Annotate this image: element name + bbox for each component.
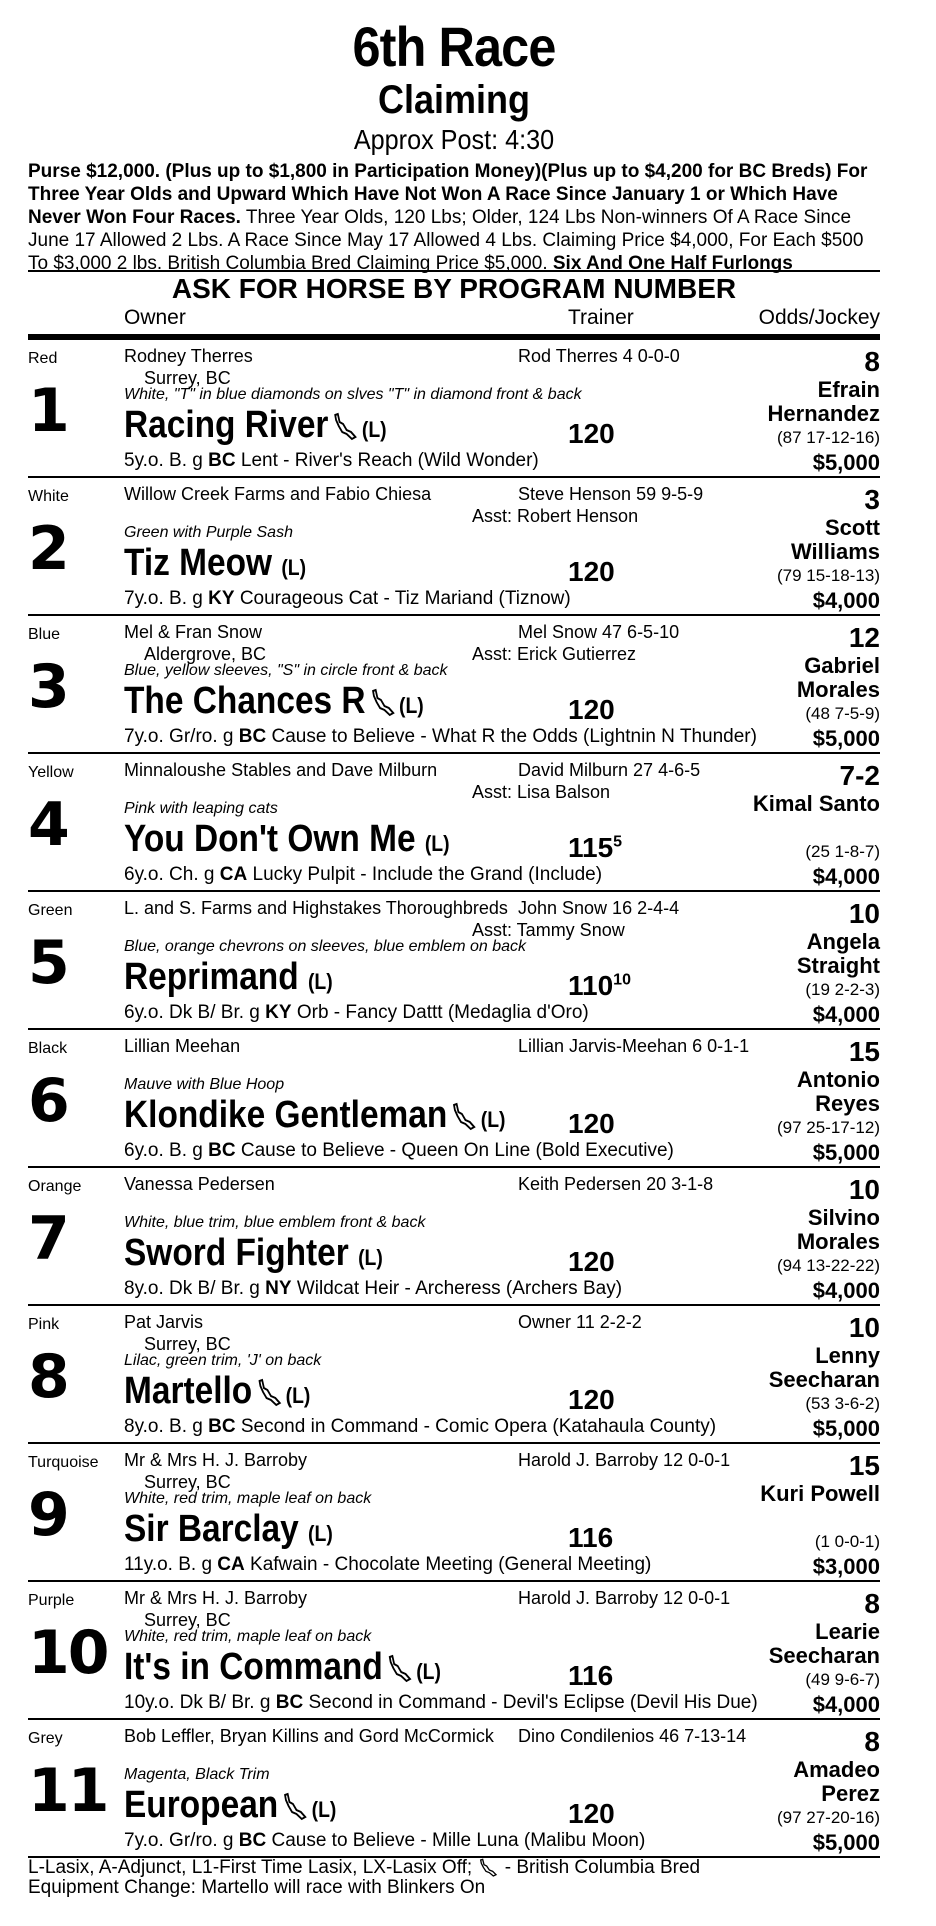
claiming-price: $4,000 <box>812 864 880 889</box>
weight-value: 120 <box>568 418 615 449</box>
jockey-stats: (53 3-6-2) <box>805 1394 880 1413</box>
program-number: 6 <box>28 1066 68 1136</box>
entry-row <box>28 478 880 616</box>
morning-line-odds: 10 <box>848 1174 880 1205</box>
sire-dam: Kafwain - Chocolate Meeting (General Meeting) <box>244 1554 652 1575</box>
bred-state: KY <box>265 1002 292 1023</box>
horse-name-line <box>124 1370 310 1413</box>
claiming-price: $5,000 <box>812 1830 880 1855</box>
sire-dam: Cause to Believe - Queen On Line (Bold Executive) <box>235 1140 674 1161</box>
sire-dam: Second in Command - Devil's Eclipse (Devil His Due) <box>303 1692 758 1713</box>
entry-row <box>28 1720 880 1858</box>
footer <box>28 1858 700 1898</box>
owner-location: Surrey, BC <box>144 1334 231 1354</box>
lasix-indicator: (L) <box>307 969 333 994</box>
owner-name: Lillian Meehan <box>124 1036 241 1056</box>
owner-name: Bob Leffler, Bryan Killins and Gord McCormick <box>124 1726 494 1746</box>
morning-line-odds: 8 <box>864 346 880 377</box>
jockey-name: Amadeo Perez <box>793 1757 880 1806</box>
claiming-price: $5,000 <box>812 450 880 475</box>
weight-value: 120 <box>568 694 615 725</box>
claiming-price: $3,000 <box>812 1554 880 1579</box>
bred-state: BC <box>208 1416 236 1437</box>
weight <box>568 1660 613 1692</box>
jockey-stats: (97 27-20-16) <box>776 1808 880 1827</box>
age-sex: 11y.o. B. g <box>124 1554 218 1575</box>
silks-description: White, red trim, maple leaf on back <box>124 1628 372 1645</box>
owner-name: Mr & Mrs H. J. Barroby <box>124 1450 308 1470</box>
pedigree <box>124 1830 645 1852</box>
sire-dam: Wildcat Heir - Archeress (Archers Bay) <box>291 1278 623 1299</box>
lasix-indicator: (L) <box>285 1383 311 1408</box>
silks-description: Mauve with Blue Hoop <box>124 1076 285 1093</box>
silks-description: Lilac, green trim, 'J' on back <box>124 1352 322 1369</box>
morning-line-odds: 8 <box>864 1726 880 1757</box>
bred-state: BC <box>208 1140 236 1161</box>
assistant-trainer: Asst: Robert Henson <box>472 506 639 526</box>
horse-name-line <box>124 1094 505 1137</box>
jockey-stats: (97 25-17-12) <box>776 1118 880 1137</box>
jockey-name: Learie Seecharan <box>768 1619 880 1668</box>
race-conditions <box>28 160 880 275</box>
assistant-trainer: Asst: Erick Gutierrez <box>472 644 637 664</box>
jockey-name: Gabriel Morales <box>796 653 880 702</box>
horse-name: Tiz Meow <box>124 542 273 584</box>
pedigree <box>124 1416 716 1438</box>
lasix-indicator: (L) <box>399 693 424 718</box>
pedigree <box>124 1002 589 1024</box>
horse-name-line <box>124 818 450 861</box>
claiming-price: $4,000 <box>812 1692 880 1717</box>
jockey-stats: (19 2-2-3) <box>805 980 880 999</box>
horse-name: Sir Barclay <box>124 1508 299 1550</box>
pedigree <box>124 450 539 472</box>
pedigree <box>124 1140 674 1162</box>
saddle-cloth-color: Grey <box>28 1730 63 1747</box>
morning-line-odds: 8 <box>864 1588 880 1619</box>
horse-name: It's in Command <box>124 1646 383 1688</box>
distance-text: Six And One Half Furlongs <box>552 253 793 274</box>
entry-row <box>28 754 880 892</box>
claiming-price: $5,000 <box>812 726 880 751</box>
age-sex: 8y.o. B. g <box>124 1416 209 1437</box>
saddle-cloth-color: Pink <box>28 1316 60 1333</box>
entry-row <box>28 1030 880 1168</box>
lasix-indicator: (L) <box>281 555 307 580</box>
lasix-indicator: (L) <box>416 1659 441 1684</box>
horse-name: European <box>124 1784 279 1826</box>
jockey-stats: (49 9-6-7) <box>805 1670 880 1689</box>
bc-bred-icon <box>369 688 395 718</box>
program-number: 11 <box>28 1756 108 1826</box>
horse-name-line <box>124 1232 383 1275</box>
horse-name-line <box>124 680 424 723</box>
weight <box>568 832 622 864</box>
jockey-name: Efrain Hernandez <box>767 377 880 426</box>
owner-name: Pat Jarvis <box>124 1312 204 1332</box>
trainer: David Milburn 27 4-6-5 <box>518 760 701 780</box>
race-title: 6th Race <box>352 15 556 78</box>
saddle-cloth-color: Red <box>28 350 58 367</box>
trainer: Steve Henson 59 9-5-9 <box>518 484 704 504</box>
weight-value: 116 <box>568 1660 614 1691</box>
owner-name: Minnaloushe Stables and Dave Milburn <box>124 760 438 780</box>
saddle-cloth-color: Purple <box>28 1592 75 1609</box>
silks-description: Magenta, Black Trim <box>124 1766 270 1783</box>
bred-state: BC <box>275 1692 304 1713</box>
equipment-change: Equipment Change: Martello will race with Blinkers On <box>28 1877 486 1899</box>
claiming-price: $5,000 <box>812 1416 880 1441</box>
owner-name: Vanessa Pedersen <box>124 1174 275 1194</box>
bred-state: CA <box>217 1554 245 1575</box>
silks-description: White, blue trim, blue emblem front & back <box>124 1214 426 1231</box>
jockey-stats: (79 15-18-13) <box>776 566 880 585</box>
entry-row <box>28 1444 880 1582</box>
sire-dam: Lucky Pulpit - Include the Grand (Include) <box>247 864 603 885</box>
weight-value: 120 <box>568 556 615 587</box>
silks-description: White, "T" in blue diamonds on slves "T" in diamond front & back <box>124 386 582 403</box>
morning-line-odds: 12 <box>848 622 880 653</box>
entry-row <box>28 1306 880 1444</box>
program-number: 10 <box>28 1618 108 1688</box>
program-number: 9 <box>28 1480 68 1550</box>
pedigree <box>124 1554 651 1576</box>
horse-name-line <box>124 1508 333 1551</box>
weight <box>568 694 615 726</box>
weight <box>568 1246 615 1278</box>
program-number: 2 <box>28 514 68 584</box>
silks-description: Pink with leaping cats <box>124 800 278 817</box>
claiming-price: $4,000 <box>812 1278 880 1303</box>
sire-dam: Courageous Cat - Tiz Mariand (Tiznow) <box>234 588 571 609</box>
horse-name: Martello <box>124 1370 253 1412</box>
lasix-indicator: (L) <box>358 1245 383 1270</box>
bred-state: NY <box>265 1278 292 1299</box>
program-number: 5 <box>28 928 68 998</box>
claiming-price: $5,000 <box>812 1140 880 1165</box>
weight-value: 120 <box>568 1798 615 1829</box>
silks-description: Blue, orange chevrons on sleeves, blue emblem on back <box>124 938 527 955</box>
jockey-name: Kimal Santo <box>752 791 880 816</box>
horse-name-line <box>124 1646 441 1689</box>
bc-bred-icon <box>451 1102 477 1132</box>
jockey-stats: (1 0-0-1) <box>814 1532 880 1551</box>
age-sex: 6y.o. Dk B/ Br. g <box>124 1002 266 1023</box>
owner-name: L. and S. Farms and Highstakes Thoroughbreds <box>124 898 508 918</box>
morning-line-odds: 10 <box>848 898 880 929</box>
saddle-cloth-color: Yellow <box>28 764 74 781</box>
assistant-trainer: Asst: Lisa Balson <box>472 782 611 802</box>
owner-name: Mel & Fran Snow <box>124 622 263 642</box>
entry-row <box>28 1168 880 1306</box>
pedigree <box>124 864 602 886</box>
legend-bc-text: - British Columbia Bred <box>499 1857 701 1879</box>
sire-dam: Second in Command - Comic Opera (Katahaula County) <box>235 1416 717 1437</box>
conditions-text: Three Year Olds, 120 Lbs; Older, 124 Lbs Non-winners Of A Race Since June 17 Allowed 2 Lbs. A Race Since May 17 Allowed 4 Lbs. Claiming Price $4,000, For Each $500 To $3,000 2 lbs. British Columbia Bred Claiming Price $5,000. <box>28 207 864 274</box>
entry-row <box>28 340 880 478</box>
weight <box>568 418 615 450</box>
owner-location: Aldergrove, BC <box>144 644 267 664</box>
sire-dam: Cause to Believe - What R the Odds (Lightnin N Thunder) <box>266 726 757 747</box>
trainer: Rod Therres 4 0-0-0 <box>518 346 680 366</box>
horse-name: Klondike Gentleman <box>124 1094 448 1136</box>
col-owner: Owner <box>124 306 186 329</box>
lasix-indicator: (L) <box>424 831 450 856</box>
legend <box>28 1858 700 1878</box>
race-program-page <box>28 0 880 1926</box>
program-number: 1 <box>28 376 68 446</box>
ask-banner: ASK FOR HORSE BY PROGRAM NUMBER <box>28 270 880 306</box>
pedigree <box>124 726 757 748</box>
entry-row <box>28 616 880 754</box>
horse-name-line <box>124 956 333 999</box>
saddle-cloth-color: Turquoise <box>28 1454 99 1471</box>
jockey-name: Lenny Seecharan <box>768 1343 880 1392</box>
age-sex: 7y.o. B. g <box>124 588 209 609</box>
age-sex: 5y.o. B. g <box>124 450 209 471</box>
assistant-trainer: Asst: Tammy Snow <box>472 920 625 940</box>
horse-name-line <box>124 404 387 447</box>
jockey-stats: (25 1-8-7) <box>805 842 880 861</box>
saddle-cloth-color: White <box>28 488 69 505</box>
entry-row <box>28 1582 880 1720</box>
purse-text: Purse $12,000. (Plus up to $1,800 in Participation Money)(Plus up to $4,200 for BC Breds) For Three Year Olds and Upward Which Have Not Won A Race Since January 1 or Which Have Never Won Four Races. <box>28 161 868 228</box>
race-type: Claiming <box>377 78 531 122</box>
owner-location: Surrey, BC <box>144 1610 231 1630</box>
jockey-name: Angela Straight <box>796 929 880 978</box>
trainer: Harold J. Barroby 12 0-0-1 <box>518 1588 731 1608</box>
program-number: 8 <box>28 1342 68 1412</box>
owner-location: Surrey, BC <box>144 368 231 388</box>
jockey-stats: (48 7-5-9) <box>805 704 880 723</box>
horse-name-line <box>124 542 306 585</box>
program-number: 7 <box>28 1204 68 1274</box>
age-sex: 7y.o. Gr/ro. g <box>124 1830 239 1851</box>
claiming-price: $4,000 <box>812 588 880 613</box>
trainer: Owner 11 2-2-2 <box>518 1312 642 1332</box>
weight <box>568 1108 615 1140</box>
morning-line-odds: 15 <box>848 1450 880 1481</box>
weight <box>568 970 631 1002</box>
bred-state: BC <box>238 726 267 747</box>
sire-dam: Cause to Believe - Mille Luna (Malibu Moon) <box>266 1830 646 1851</box>
bc-bred-icon <box>332 412 358 442</box>
apprentice-allowance: 5 <box>613 833 623 851</box>
silks-description: Green with Purple Sash <box>124 524 293 541</box>
owner-name: Rodney Therres <box>124 346 253 366</box>
saddle-cloth-color: Orange <box>28 1178 82 1195</box>
pedigree <box>124 1278 622 1300</box>
trainer: Lillian Jarvis-Meehan 6 0-1-1 <box>518 1036 750 1056</box>
lasix-indicator: (L) <box>480 1107 506 1132</box>
owner-name: Mr & Mrs H. J. Barroby <box>124 1588 308 1608</box>
jockey-stats: (94 13-22-22) <box>776 1256 880 1275</box>
weight-value: 120 <box>568 1246 615 1277</box>
age-sex: 8y.o. Dk B/ Br. g <box>124 1278 266 1299</box>
weight <box>568 1384 615 1416</box>
lasix-indicator: (L) <box>311 1797 337 1822</box>
col-odds-jockey: Odds/Jockey <box>758 306 880 329</box>
owner-location: Surrey, BC <box>144 1472 231 1492</box>
age-sex: 6y.o. Ch. g <box>124 864 220 885</box>
claiming-price: $4,000 <box>812 1002 880 1027</box>
age-sex: 10y.o. Dk B/ Br. g <box>124 1692 276 1713</box>
age-sex: 7y.o. Gr/ro. g <box>124 726 239 747</box>
sire-dam: Lent - River's Reach (Wild Wonder) <box>235 450 539 471</box>
bc-bred-icon <box>386 1654 412 1684</box>
weight-value: 120 <box>568 1384 615 1415</box>
trainer: Harold J. Barroby 12 0-0-1 <box>518 1450 731 1470</box>
col-trainer: Trainer <box>568 306 634 329</box>
bred-state: BC <box>238 1830 267 1851</box>
jockey-name: Silvino Morales <box>796 1205 880 1254</box>
lasix-indicator: (L) <box>308 1521 333 1546</box>
saddle-cloth-color: Blue <box>28 626 61 643</box>
weight-value: 116 <box>568 1522 614 1553</box>
weight <box>568 556 615 588</box>
trainer: Mel Snow 47 6-5-10 <box>518 622 680 642</box>
pedigree <box>124 1692 758 1714</box>
morning-line-odds: 7-2 <box>839 760 880 791</box>
bred-state: CA <box>219 864 248 885</box>
horse-name: You Don't Own Me <box>124 818 416 860</box>
weight <box>568 1522 613 1554</box>
morning-line-odds: 15 <box>848 1036 880 1067</box>
entry-row <box>28 892 880 1030</box>
trainer: Dino Condilenios 46 7-13-14 <box>518 1726 747 1746</box>
apprentice-allowance: 10 <box>613 971 631 989</box>
jockey-name: Antonio Reyes <box>796 1067 880 1116</box>
trainer: John Snow 16 2-4-4 <box>518 898 680 918</box>
sire-dam: Orb - Fancy Dattt (Medaglia d'Oro) <box>291 1002 589 1023</box>
program-number: 3 <box>28 652 68 722</box>
bred-state: BC <box>208 450 236 471</box>
horse-name: Sword Fighter <box>124 1232 349 1274</box>
weight <box>568 1798 615 1830</box>
weight-value: 120 <box>568 1108 615 1139</box>
horse-name-line <box>124 1784 336 1827</box>
bc-bred-icon <box>256 1378 282 1408</box>
bc-bred-icon <box>282 1792 308 1822</box>
morning-line-odds: 3 <box>864 484 880 515</box>
silks-description: Blue, yellow sleeves, "S" in circle front & back <box>124 662 448 679</box>
horse-name: The Chances R <box>124 680 366 722</box>
saddle-cloth-color: Green <box>28 902 73 919</box>
trainer: Keith Pedersen 20 3-1-8 <box>518 1174 714 1194</box>
age-sex: 6y.o. B. g <box>124 1140 209 1161</box>
lasix-indicator: (L) <box>361 417 387 442</box>
pedigree <box>124 588 571 610</box>
saddle-cloth-color: Black <box>28 1040 68 1057</box>
jockey-stats: (87 17-12-16) <box>776 428 880 447</box>
legend-text: L-Lasix, A-Adjunct, L1-First Time Lasix, LX-Lasix Off; <box>28 1857 478 1879</box>
morning-line-odds: 10 <box>848 1312 880 1343</box>
owner-name: Willow Creek Farms and Fabio Chiesa <box>124 484 432 504</box>
jockey-name: Kuri Powell <box>760 1481 880 1506</box>
bred-state: KY <box>208 588 235 609</box>
silks-description: White, red trim, maple leaf on back <box>124 1490 372 1507</box>
post-time: Approx Post: 4:30 <box>353 124 555 155</box>
weight-value: 115 <box>568 832 614 863</box>
horse-name: Racing River <box>124 404 329 446</box>
jockey-name: Scott Williams <box>790 515 880 564</box>
weight-value: 110 <box>568 970 614 1001</box>
horse-name: Reprimand <box>124 956 299 998</box>
bc-bred-icon <box>477 1858 499 1878</box>
program-number: 4 <box>28 790 68 860</box>
